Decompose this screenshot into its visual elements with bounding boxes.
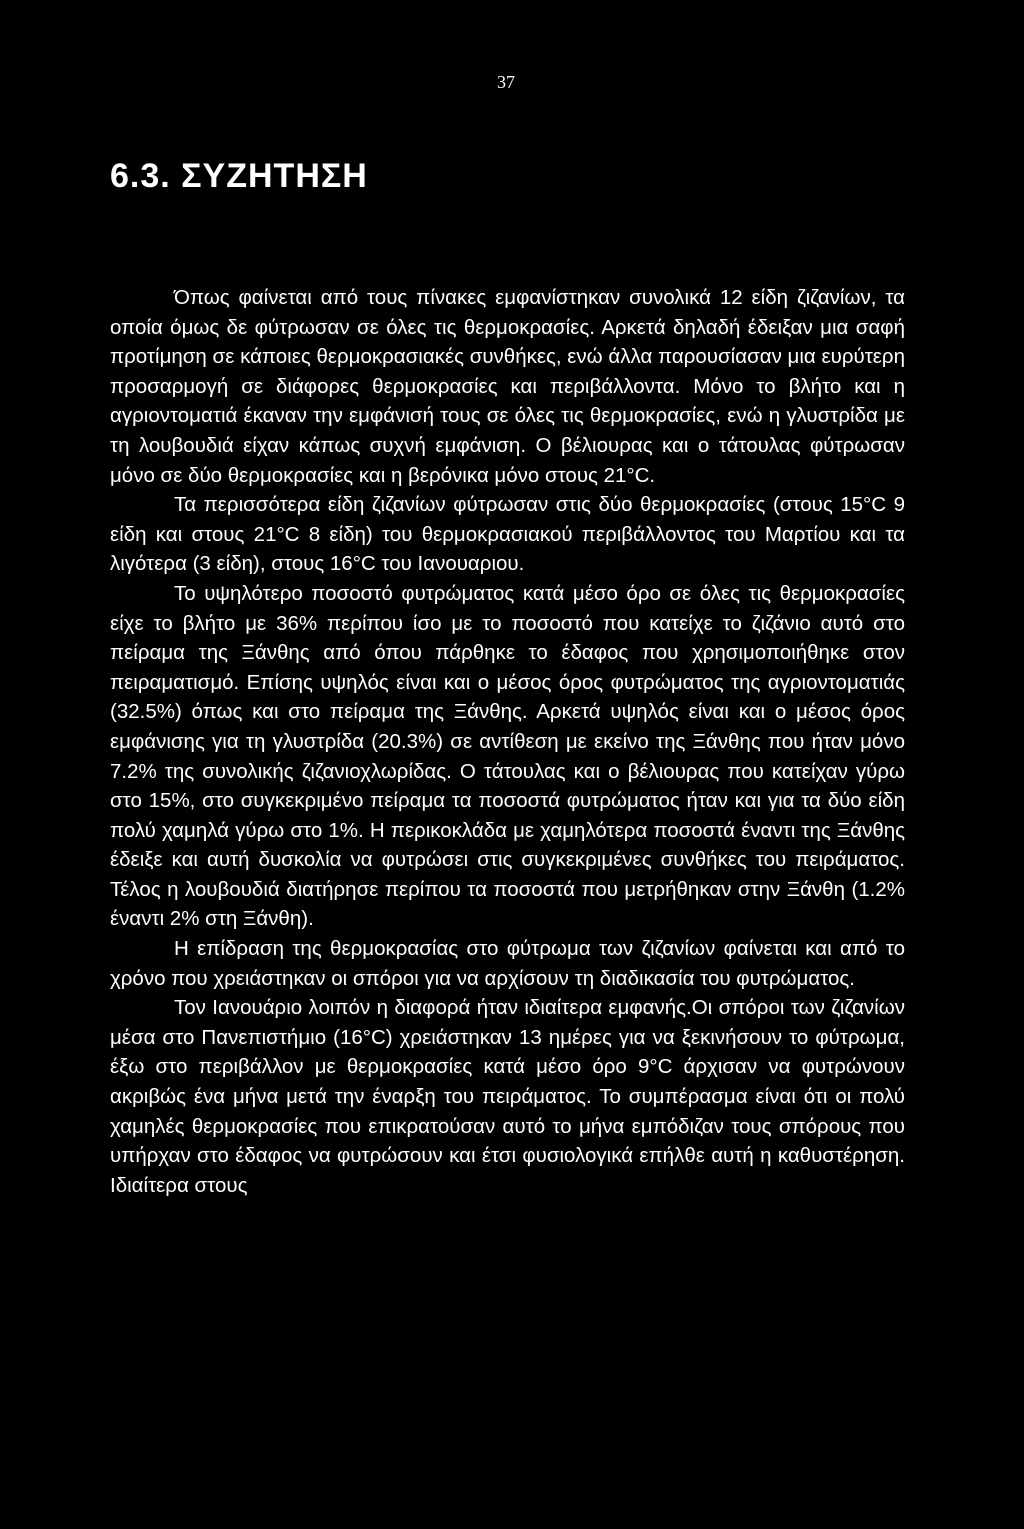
paragraph-5: Τον Ιανουάριο λοιπόν η διαφορά ήταν ιδιαίτερα εμφανής.Οι σπόροι των ζιζανίων μέσα στο Πανεπιστήμιο (16°C) χρειάστηκαν 13 ημέρες για να ξεκινήσουν το φύτρωμα, έξω στο περιβάλλον με θερμοκρασίες κατά μέσο όρο 9°C άρχισαν να φυτρώνουν ακριβώς ένα μήνα μετά την έναρξη του πειράματος. Το συμπέρασμα είναι ότι οι πολύ χαμηλές θερμοκρασίες που επικρατούσαν αυτό το μήνα εμπόδιζαν τους σπόρους που υπήρχαν στο έδαφος να φυτρώσουν και έτσι φυσιολογικά επήλθε αυτή η καθυστέρηση. Ιδιαίτερα στους (110, 996, 905, 1197)
paragraph-4: Η επίδραση της θερμοκρασίας στο φύτρωμα των ζιζανίων φαίνεται και από το χρόνο που χρειάστηκαν οι σπόροι για να αρχίσουν τη διαδικασία του φυτρώματος. (110, 937, 905, 990)
paragraph-2: Τα περισσότερα είδη ζιζανίων φύτρωσαν στις δύο θερμοκρασίες (στους 15°C 9 είδη και στους 21°C 8 είδη) του θερμοκρασιακού περιβάλλοντος του Μαρτίου και τα λιγότερα (3 είδη), στους 16°C του Ιανουαριου. (110, 493, 905, 576)
paragraph-3: Το υψηλότερο ποσοστό φυτρώματος κατά μέσο όρο σε όλες τις θερμοκρασίες είχε το βλήτο με 36% περίπου ίσο με το ποσοστό που κατείχε το ζιζάνιο αυτό στο πείραμα της Ξάνθης από όπου πάρθηκε το έδαφος που χρησιμοποιήθηκε στον πειραματισμό. Επίσης υψηλός είναι και ο μέσος όρος φυτρώματος της αγριοντοματιάς (32.5%) όπως και στο πείραμα της Ξάνθης. Αρκετά υψηλός είναι και ο μέσος όρος εμφάνισης για τη γλυστρίδα (20.3%) σε αντίθεση με εκείνο της Ξάνθης που ήταν μόνο 7.2% της συνολικής ζιζανιοχλωρίδας. Ο τάτουλας και ο βέλιουρας που κατείχαν γύρω στο 15%, στο συγκεκριμένο πείραμα τα ποσοστά φυτρώματος ήταν και για τα δύο είδη πολύ χαμηλά γύρω στο 1%. Η περικοκλάδα με χαμηλότερα ποσοστά έναντι της Ξάνθης έδειξε και αυτή δυσκολία να φυτρώσει στις συγκεκριμένες συνθήκες του πειράματος. Τέλος η λουβουδιά διατήρησε περίπου τα ποσοστά που μετρήθηκαν στην Ξάνθη (1.2% έναντι 2% στη Ξάνθη). (110, 581, 905, 931)
page-number: 37 (497, 72, 515, 92)
paragraph-1: Όπως φαίνεται από τους πίνακες εμφανίστηκαν συνολικά 12 είδη ζιζανίων, τα οποία όμως δε φύτρωσαν σε όλες τις θερμοκρασίες. Αρκετά δηλαδή έδειξαν μια σαφή προτίμηση σε κάποιες θερμοκρασιακές συνθήκες, ενώ άλλα παρουσίασαν μια ευρύτερη προσαρμογή σε διάφορες θερμοκρασίες και περιβάλλοντα. Μόνο το βλήτο και η αγριοντοματιά έκαναν την εμφάνισή τους σε όλες τις θερμοκρασίες, ενώ η γλυστρίδα με τη λουβουδιά είχαν κάπως συχνή εμφάνιση. Ο βέλιουρας και ο τάτουλας φύτρωσαν μόνο σε δύο θερμοκρασίες και η βερόνικα μόνο στους 21°C. (110, 286, 905, 487)
section-heading: 6.3. ΣΥΖΗΤΗΣΗ (110, 157, 368, 195)
body-text (110, 283, 905, 1200)
